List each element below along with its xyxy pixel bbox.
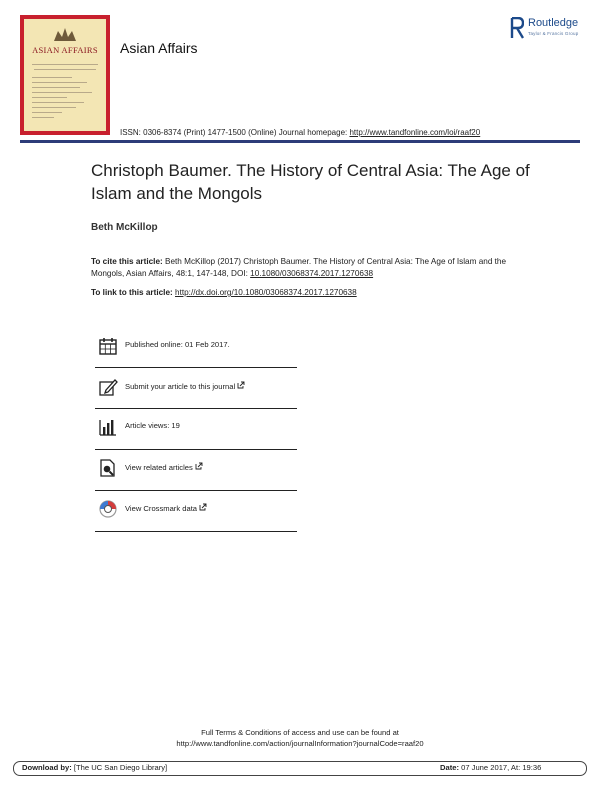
info-divider [95,490,297,491]
terms-line: Full Terms & Conditions of access and use can be found at [201,728,399,737]
info-divider [95,408,297,409]
info-divider [95,449,297,450]
cite-label: To cite this article: [91,257,163,266]
header-divider [20,140,580,143]
publisher-name: Routledge [528,17,579,29]
issn-line [120,128,480,137]
journal-homepage-link[interactable]: http://www.tandfonline.com/loi/raaf20 [349,128,481,137]
submit-article-link[interactable]: Submit your article to this journal [125,381,245,391]
cite-doi-link[interactable]: 10.1080/03068374.2017.1270638 [250,269,374,278]
external-link-icon [195,462,203,470]
published-online-label: Published online: 01 Feb 2017. [125,340,230,349]
link-label: To link to this article: [91,288,176,297]
related-articles-link[interactable]: View related articles [125,462,203,472]
journal-name: Asian Affairs [120,40,198,56]
article-title: Christoph Baumer. The History of Central Asia: The Age of Islam and the Mongols [91,161,530,203]
routledge-logo-icon [510,17,524,39]
publisher-tagline: Taylor & Francis Group [528,31,579,36]
edit-icon [98,377,118,397]
external-link-icon [237,381,245,389]
info-divider [95,367,297,368]
terms-notice [0,727,600,749]
article-link-block [91,288,511,297]
crossmark-row[interactable] [95,494,295,524]
issn-text: ISSN: 0306-8374 (Print) 1477-1500 (Online) Journal homepage: [120,128,350,137]
article-views-row [95,412,295,442]
bar-chart-icon [98,417,118,437]
crossmark-link[interactable]: View Crossmark data [125,503,207,513]
download-date: Date: 07 June 2017, At: 19:36 [440,763,542,772]
article-doi-link[interactable]: http://dx.doi.org/10.1080/03068374.2017.1270638 [175,288,357,297]
downloaded-by: Download by: [The UC San Diego Library] [22,763,168,772]
info-divider [95,531,297,532]
terms-url-link[interactable]: http://www.tandfonline.com/action/journalInformation?journalCode=raaf20 [176,739,424,748]
cite-text: Beth McKillop (2017) Christoph Baumer. The History of Central Asia: The Age of Islam and the Mongols, Asian Affairs, 48:1, 147-148, DOI: [91,257,507,278]
article-author: Beth McKillop [91,222,158,233]
citation-block [91,256,511,280]
related-articles-row[interactable] [95,453,295,483]
related-search-icon [98,458,118,478]
cover-emblem-icon [52,25,78,43]
external-link-icon [199,503,207,511]
cover-title: ASIAN AFFAIRS [32,45,98,55]
published-online-row [95,331,295,361]
crossmark-icon [98,499,118,519]
submit-article-row[interactable] [95,372,295,402]
article-views-label: Article views: 19 [125,421,180,430]
calendar-icon [98,336,118,356]
